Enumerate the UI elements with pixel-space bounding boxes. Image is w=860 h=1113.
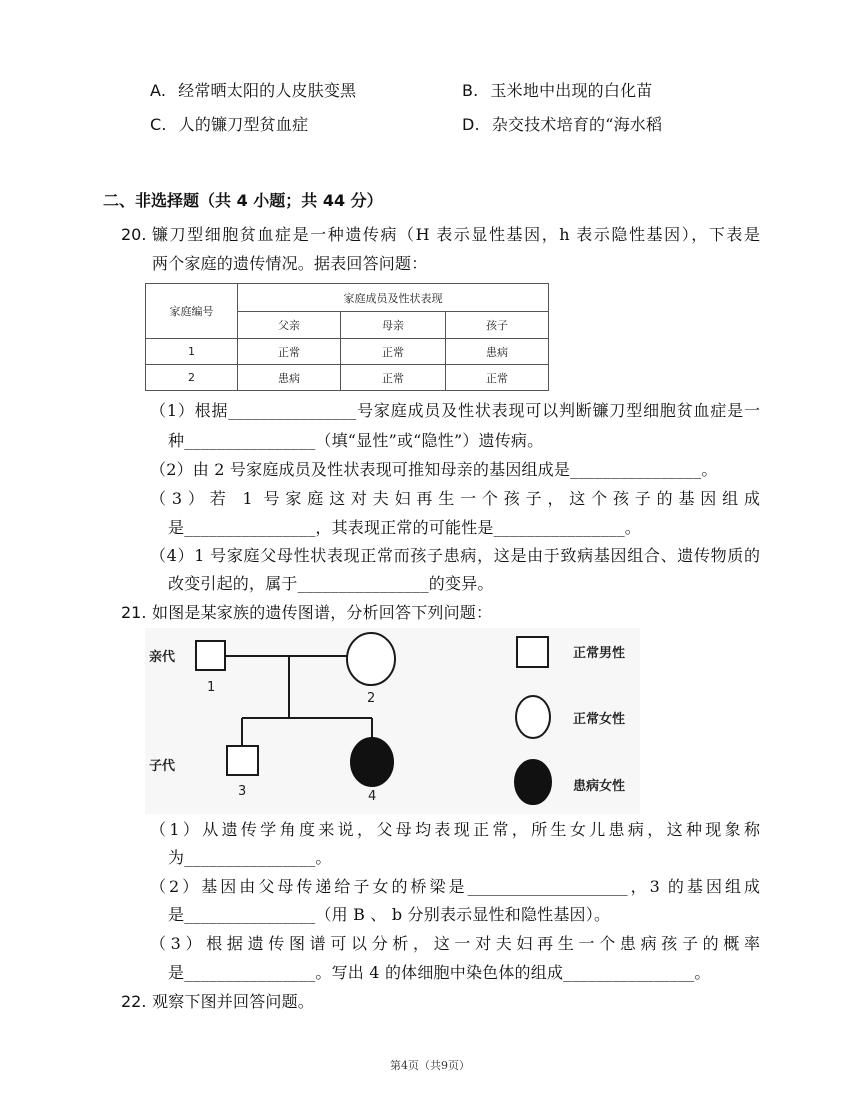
parent-generation-label: 亲代 bbox=[149, 650, 176, 665]
table-header-group: 家庭成员及性状表现 bbox=[238, 284, 549, 312]
table-cell: 2 bbox=[146, 365, 238, 391]
q20-sub1-line-1: （1）根据________________号家庭成员及性状表现可以判断镰刀型细胞贫血症是一 bbox=[150, 401, 760, 420]
table-cell: 正常 bbox=[341, 365, 446, 391]
member-label-1: 1 bbox=[207, 680, 216, 695]
option-label: D. bbox=[462, 115, 480, 134]
option-text: 杂交技术培育的“海水稻 bbox=[491, 115, 663, 134]
table-header-father: 父亲 bbox=[238, 312, 341, 339]
option-a bbox=[150, 81, 356, 101]
table-header-child: 孩子 bbox=[446, 312, 549, 339]
option-b bbox=[462, 81, 652, 101]
question-number-21: 21. bbox=[121, 603, 147, 622]
question-number-22: 22. bbox=[121, 992, 147, 1011]
table-row bbox=[146, 339, 549, 365]
option-label: A. bbox=[150, 81, 167, 100]
q20-sub4-line-1: （4）1 号家庭父母性状表现正常而孩子患病，这是由于致病基因组合、遗传物质的 bbox=[150, 546, 760, 565]
table-row bbox=[146, 365, 549, 391]
legend-normal-male-square bbox=[517, 637, 548, 667]
option-c bbox=[150, 115, 308, 135]
question-number-20: 20. bbox=[121, 225, 147, 244]
section-heading: 二、非选择题（共 4 小题；共 44 分） bbox=[103, 191, 383, 210]
table-cell: 正常 bbox=[238, 339, 341, 365]
q20-sub1-line-2: 种________________（填“显性”或“隐性”）遗传病。 bbox=[168, 431, 544, 450]
table-header-mother: 母亲 bbox=[341, 312, 446, 339]
child-generation-label: 子代 bbox=[149, 759, 176, 774]
q20-stem-line-1: 镰刀型细胞贫血症是一种遗传病（H 表示显性基因，h 表示隐性基因），下表是 bbox=[152, 225, 760, 244]
legend-affected-female-label: 患病女性 bbox=[573, 779, 626, 794]
option-text: 经常晒太阳的人皮肤变黑 bbox=[178, 81, 357, 100]
member-label-2: 2 bbox=[367, 691, 376, 706]
son-normal-male-square bbox=[227, 746, 258, 775]
page-footer: 第4页（共9页） bbox=[390, 1059, 470, 1072]
table-cell: 正常 bbox=[341, 339, 446, 365]
q21-sub2-line-1: （2）基因由父母传递给子女的桥梁是____________________，3 的基因组成 bbox=[150, 877, 760, 896]
option-text: 人的镰刀型贫血症 bbox=[178, 115, 309, 134]
father-normal-male-square bbox=[196, 641, 225, 670]
table-cell: 1 bbox=[146, 339, 238, 365]
table-cell: 患病 bbox=[446, 339, 549, 365]
member-label-3: 3 bbox=[238, 784, 247, 799]
table-cell: 患病 bbox=[238, 365, 341, 391]
option-label: C. bbox=[150, 115, 167, 134]
table-header-row bbox=[146, 284, 549, 312]
option-label: B. bbox=[462, 81, 479, 100]
table-header-family-id: 家庭编号 bbox=[146, 284, 238, 339]
q20-sub4-line-2: 改变引起的，属于________________的变异。 bbox=[168, 574, 494, 593]
legend-normal-female-label: 正常女性 bbox=[573, 712, 626, 727]
q21-sub1-line-2: 为________________。 bbox=[168, 848, 332, 867]
q20-stem-line-2: 两个家庭的遗传情况。据表回答问题： bbox=[152, 254, 428, 273]
daughter-affected-female-circle bbox=[351, 738, 393, 786]
q21-stem: 如图是某家族的遗传图谱，分析回答下列问题： bbox=[152, 603, 493, 622]
mother-normal-female-circle bbox=[347, 633, 395, 685]
pedigree-chart bbox=[145, 628, 640, 814]
option-d bbox=[462, 115, 662, 135]
q22-stem: 观察下图并回答问题。 bbox=[152, 992, 315, 1011]
q20-sub2-line-1: （2）由 2 号家庭成员及性状表现可推知母亲的基因组成是________________。 bbox=[150, 460, 718, 479]
q20-sub3-line-2: 是________________，其表现正常的可能性是________________。 bbox=[168, 518, 642, 537]
legend-normal-male-label: 正常男性 bbox=[573, 646, 626, 661]
legend-affected-female-circle bbox=[515, 760, 551, 804]
q20-sub3-line-1: （3）若 1 号家庭这对夫妇再生一个孩子，这个孩子的基因组成 bbox=[150, 489, 760, 508]
q21-sub1-line-1: （1）从遗传学角度来说，父母均表现正常，所生女儿患病，这种现象称 bbox=[150, 820, 760, 839]
family-inheritance-table bbox=[145, 283, 549, 391]
member-label-4: 4 bbox=[368, 789, 377, 804]
q21-sub2-line-2: 是________________（用 B 、 b 分别表示显性和隐性基因）。 bbox=[168, 905, 611, 924]
q21-sub3-line-2: 是________________。写出 4 的体细胞中染色体的组成________________。 bbox=[168, 963, 711, 982]
table-cell: 正常 bbox=[446, 365, 549, 391]
q21-sub3-line-1: （3）根据遗传图谱可以分析，这一对夫妇再生一个患病孩子的概率 bbox=[150, 934, 760, 953]
option-text: 玉米地中出现的白化苗 bbox=[490, 81, 653, 100]
legend-normal-female-circle bbox=[516, 696, 550, 738]
